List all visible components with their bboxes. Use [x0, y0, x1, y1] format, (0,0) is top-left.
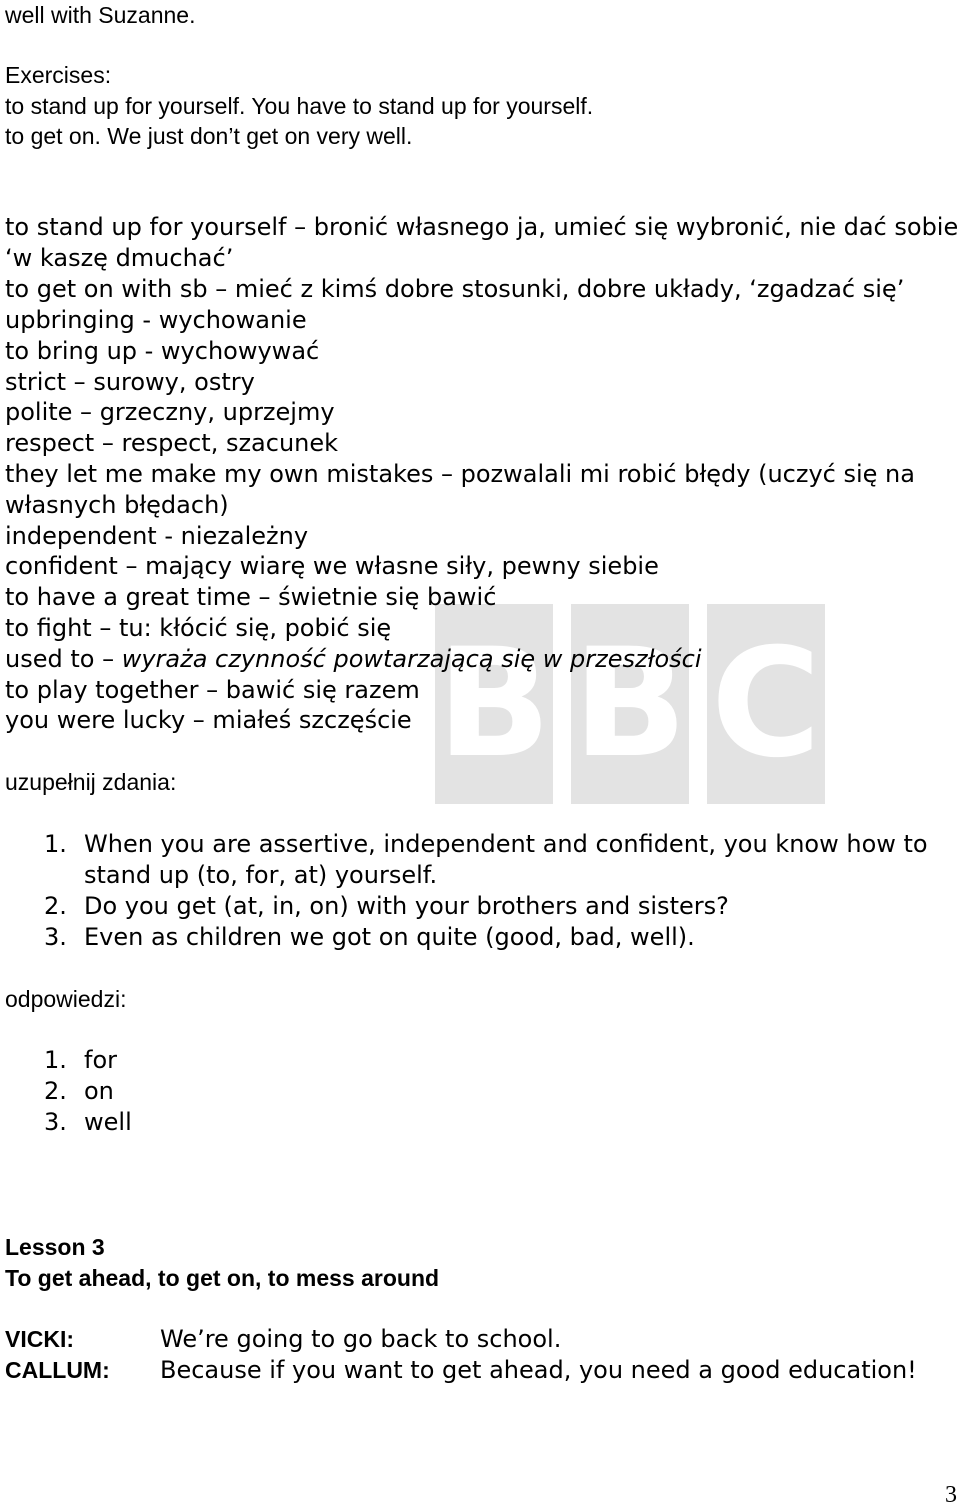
item-number: 3. — [44, 923, 67, 951]
answer-text: well — [84, 1108, 132, 1136]
vocab-line: respect – respect, szacunek — [5, 429, 339, 457]
vocab-line: they let me make my own mistakes – pozwalali mi robić błędy (uczyć się na — [5, 460, 915, 488]
answer-text: for — [84, 1046, 117, 1074]
watermark-letter: B — [436, 617, 552, 791]
bbc-watermark-logo — [435, 604, 825, 804]
item-number: 2. — [44, 892, 67, 920]
speech-text: We’re going to go back to school. — [160, 1325, 562, 1353]
vocab-line: polite – grzeczny, uprzejmy — [5, 398, 335, 426]
vocab-line: you were lucky – miałeś szczęście — [5, 706, 412, 734]
item-text: stand up (to, for, at) yourself. — [84, 861, 438, 889]
used-to-definition: wyraża czynność powtarzającą się w przeszłości — [121, 645, 702, 673]
answers-heading: odpowiedzi: — [5, 986, 127, 1012]
speaker-name: CALLUM: — [5, 1357, 110, 1383]
item-number: 1. — [44, 830, 67, 858]
speech-text: Because if you want to get ahead, you need a good education! — [160, 1356, 917, 1384]
vocab-line: ‘w kaszę dmuchać’ — [5, 244, 234, 272]
watermark-letter: C — [710, 617, 822, 791]
vocab-line: własnych błędach) — [5, 491, 229, 519]
item-text: Even as children we got on quite (good, bad, well). — [84, 923, 695, 951]
vocab-line: to play together – bawić się razem — [5, 676, 420, 704]
vocab-line: strict – surowy, ostry — [5, 368, 255, 396]
speaker-name: VICKI: — [5, 1326, 74, 1352]
exercise-line: to stand up for yourself. You have to stand up for yourself. — [5, 93, 594, 119]
watermark-block-c — [707, 604, 825, 804]
vocab-line: to stand up for yourself – bronić własnego ja, umieć się wybronić, nie dać sobie — [5, 213, 959, 241]
exercises-heading: Exercises: — [5, 62, 112, 88]
watermark-block-b1 — [435, 604, 553, 804]
vocab-line: upbringing - wychowanie — [5, 306, 307, 334]
answer-number: 2. — [44, 1077, 67, 1105]
item-text: When you are assertive, independent and confident, you know how to — [84, 830, 928, 858]
vocab-line-used-to — [5, 644, 702, 674]
vocab-line: to bring up - wychowywać — [5, 337, 320, 365]
exercise-line: to get on. We just don’t get on very well. — [5, 123, 413, 149]
vocab-line: to fight – tu: kłócić się, pobić się — [5, 614, 392, 642]
watermark-block-b2 — [571, 604, 689, 804]
answer-number: 1. — [44, 1046, 67, 1074]
fill-in-heading: uzupełnij zdania: — [5, 769, 177, 795]
page-number: 3 — [945, 1482, 957, 1508]
watermark-letter: B — [572, 617, 688, 791]
answer-text: on — [84, 1077, 114, 1105]
vocab-line: to get on with sb – mieć z kimś dobre stosunki, dobre układy, ‘zgadzać się’ — [5, 275, 905, 303]
answer-number: 3. — [44, 1108, 67, 1136]
vocab-line: independent - niezależny — [5, 522, 309, 550]
used-to-term: used to – — [5, 645, 122, 673]
intro-line: well with Suzanne. — [5, 2, 196, 28]
item-text: Do you get (at, in, on) with your brothers and sisters? — [84, 892, 729, 920]
vocab-line: to have a great time – świetnie się bawić — [5, 583, 497, 611]
vocab-line: confident – mający wiarę we własne siły, pewny siebie — [5, 552, 659, 580]
lesson-title: Lesson 3 — [5, 1234, 105, 1260]
lesson-subtitle: To get ahead, to get on, to mess around — [5, 1265, 440, 1291]
